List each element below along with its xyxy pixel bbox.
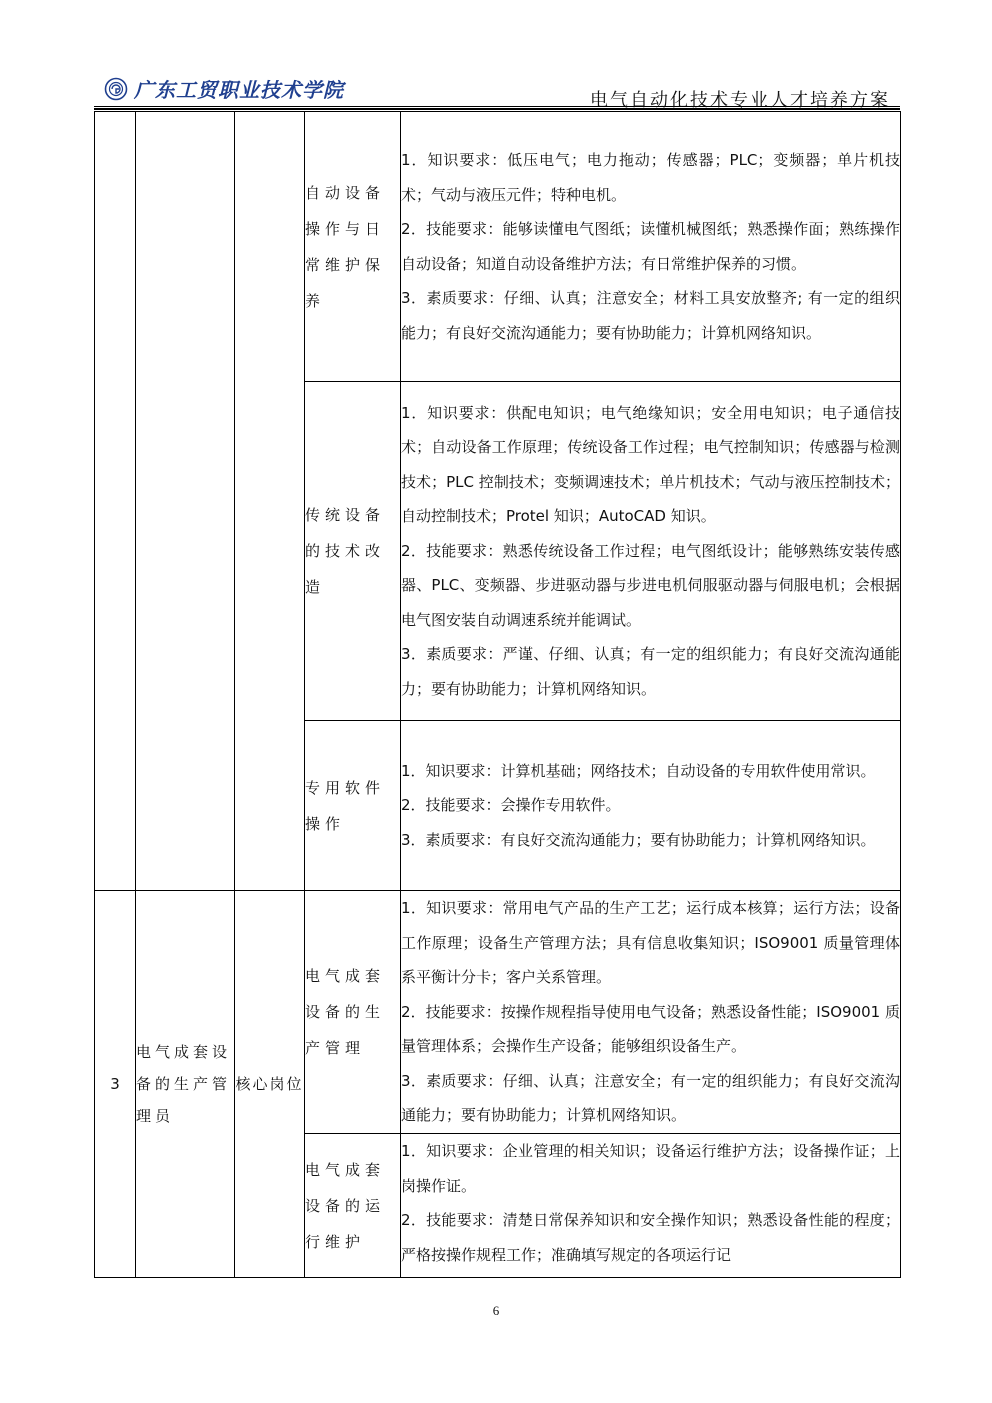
- knowledge-requirement: 1．知识要求：供配电知识；电气绝缘知识；安全用电知识；电子通信技术；自动设备工作原理；传统设备工作过程；电气控制知识；传感器与检测技术；PLC 控制技术；变频调速技术；单片机技术；气动与液压控制技术；自动控制技术；Protel 知识；AutoCAD 知识。: [401, 403, 900, 526]
- header-divider: [94, 106, 900, 110]
- skill-requirement: 2．技能要求：能够读懂电气图纸；读懂机械图纸；熟悉操作面；熟练操作自动设备；知道自动设备维护方法；有日常维护保养的习惯。: [401, 220, 900, 273]
- position-cell: 电气成套设备的生产管理员: [136, 891, 235, 1278]
- school-emblem-icon: [104, 77, 128, 101]
- job-requirements-table: [94, 111, 901, 1278]
- knowledge-requirement: 1．知识要求：企业管理的相关知识；设备运行维护方法；设备操作证；上岗操作证。: [401, 1142, 900, 1195]
- number-cell: 3: [95, 891, 136, 1278]
- page-header: [94, 66, 900, 110]
- task-cell: 电气成套设备的运行维护: [305, 1134, 401, 1278]
- requirements-cell: [401, 1134, 901, 1278]
- knowledge-requirement: 1．知识要求：计算机基础；网络技术；自动设备的专用软件使用常识。: [401, 761, 876, 780]
- document-title: 电气自动化技术专业人才培养方案: [590, 90, 890, 111]
- task-cell: 自动设备操作与日常维护保养: [305, 112, 401, 382]
- requirements-cell: [401, 891, 901, 1134]
- task-cell: 电气成套设备的生产管理: [305, 891, 401, 1134]
- page-number: 6: [492, 1303, 500, 1318]
- category-cell: 核心岗位: [235, 891, 305, 1278]
- quality-requirement: 3．素质要求：严谨、仔细、认真；有一定的组织能力；有良好交流沟通能力；要有协助能力；计算机网络知识。: [401, 645, 900, 698]
- category-cell: [235, 112, 305, 891]
- school-logo: [104, 74, 344, 103]
- table-row: [95, 112, 901, 382]
- number-cell: [95, 112, 136, 891]
- skill-requirement: 2．技能要求：按操作规程指导使用电气设备；熟悉设备性能；ISO9001 质量管理体系；会操作生产设备；能够组织设备生产。: [401, 1002, 900, 1056]
- quality-requirement: 3．素质要求：仔细、认真；注意安全；材料工具安放整齐; 有一定的组织能力；有良好交流沟通能力；要有协助能力；计算机网络知识。: [401, 289, 900, 342]
- requirements-cell: [401, 382, 901, 721]
- requirements-cell: [401, 112, 901, 382]
- logo-text: 广东工贸职业技术学院: [134, 78, 344, 102]
- table-row: [95, 891, 901, 1134]
- skill-requirement: 2．技能要求：熟悉传统设备工作过程；电气图纸设计；能够熟练安装传感器、PLC、变频器、步进驱动器与步进电机伺服驱动器与伺服电机；会根据电气图安装自动调速系统并能调试。: [401, 541, 900, 629]
- knowledge-requirement: 1．知识要求：常用电气产品的生产工艺；运行成本核算；运行方法；设备工作原理；设备生产管理方法；具有信息收集知识；ISO9001 质量管理体系平衡计分卡；客户关系管理。: [401, 899, 900, 987]
- quality-requirement: 3．素质要求：有良好交流沟通能力；要有协助能力；计算机网络知识。: [401, 830, 876, 849]
- skill-requirement: 2．技能要求：会操作专用软件。: [401, 796, 621, 815]
- skill-requirement: 2．技能要求：清楚日常保养知识和安全操作知识；熟悉设备性能的程度；严格按操作规程工作；准确填写规定的各项运行记: [401, 1211, 900, 1264]
- quality-requirement: 3．素质要求：仔细、认真；注意安全；有一定的组织能力；有良好交流沟通能力；要有协助能力；计算机网络知识。: [401, 1071, 900, 1125]
- knowledge-requirement: 1．知识要求：低压电气；电力拖动；传感器；PLC；变频器；单片机技术；气动与液压元件；特种电机。: [401, 151, 900, 204]
- requirements-cell: [401, 721, 901, 891]
- task-cell: 专用软件操作: [305, 721, 401, 891]
- position-cell: [136, 112, 235, 891]
- task-cell: 传统设备的技术改造: [305, 382, 401, 721]
